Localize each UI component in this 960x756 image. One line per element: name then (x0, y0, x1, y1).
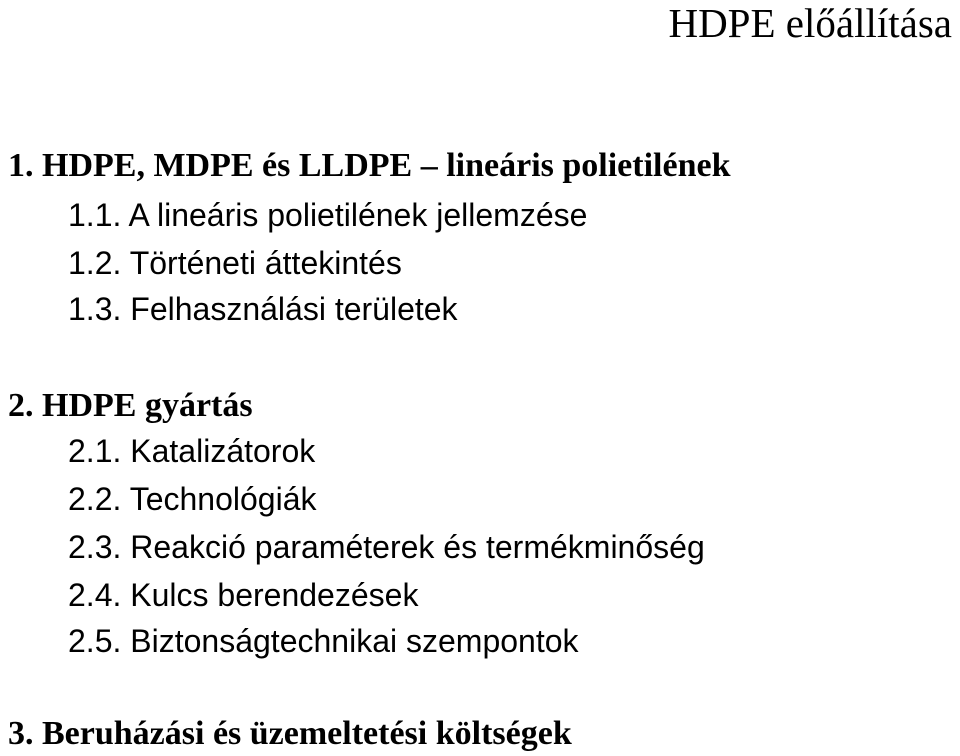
sub-item: 1.1. A lineáris polietilének jellemzése (68, 197, 588, 233)
sub-item: 2.1. Katalizátorok (68, 433, 316, 469)
sub-item: 1.2. Történeti áttekintés (68, 245, 402, 281)
sub-item: 2.2. Technológiák (68, 481, 317, 517)
page-title: HDPE előállítása (668, 0, 952, 46)
sub-item: 1.3. Felhasználási területek (68, 291, 458, 327)
section-heading: 3. Beruházási és üzemeltetési költségek (8, 715, 572, 752)
section-heading: 1. HDPE, MDPE és LLDPE – lineáris polietilének (8, 147, 731, 184)
section-heading: 2. HDPE gyártás (8, 387, 253, 424)
sub-item: 2.3. Reakció paraméterek és termékminőség (68, 529, 705, 565)
sub-item: 2.4. Kulcs berendezések (68, 577, 419, 613)
sub-item: 2.5. Biztonságtechnikai szempontok (68, 623, 579, 659)
